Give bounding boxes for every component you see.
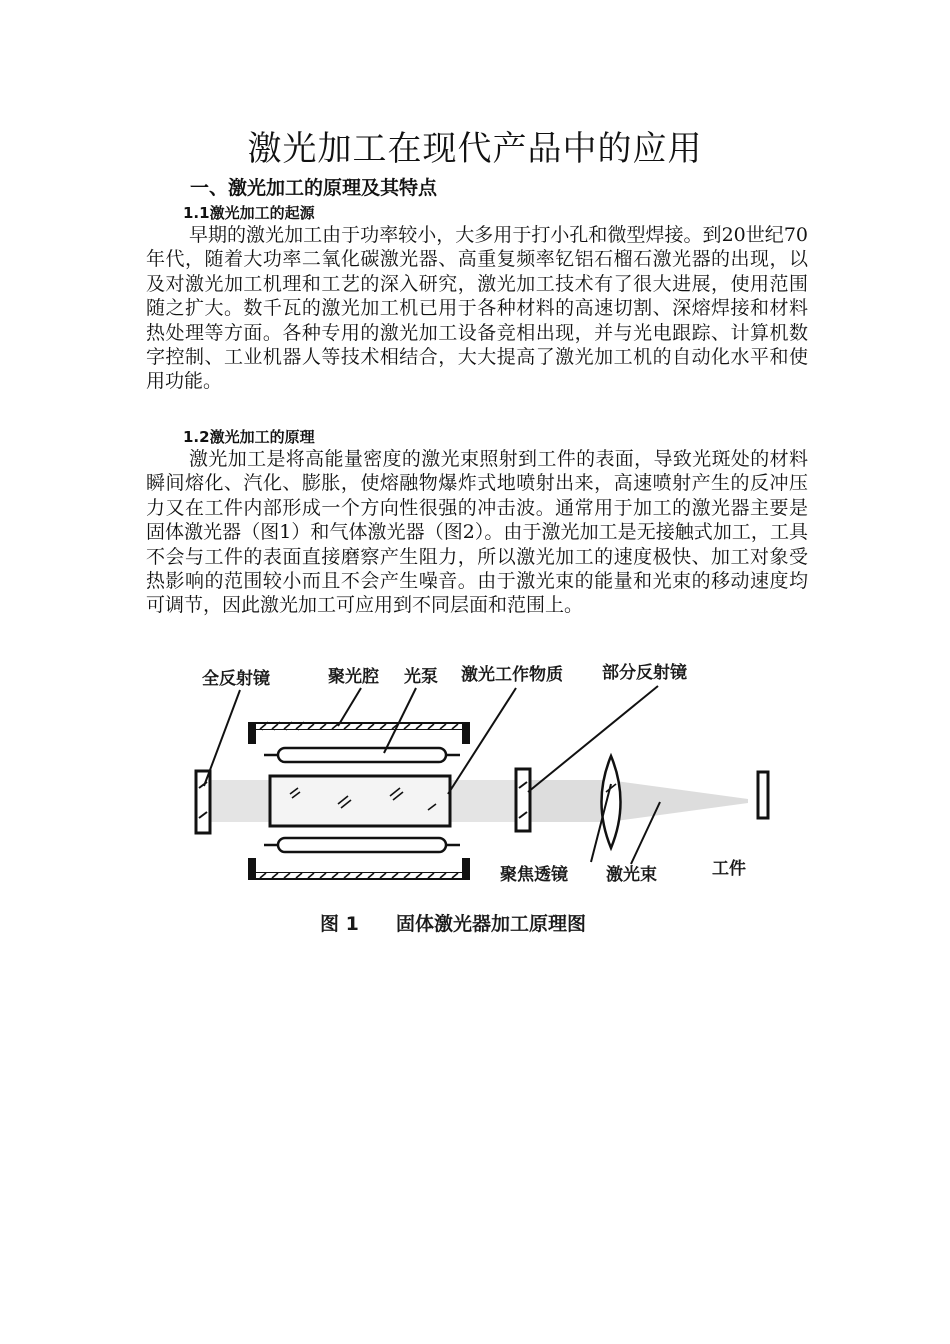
partial-mirror	[516, 769, 530, 831]
cavity-top	[248, 722, 470, 744]
label-medium: 激光工作物质	[461, 665, 563, 685]
paragraph-origin: 早期的激光加工由于功率较小，大多用于打小孔和微型焊接。到20世纪70年代，随着大功率二氧化碳激光器、高重复频率钇铝石榴石激光器的出现，以及对激光加工机理和工艺的深入研究，激光加工技术有了很大进展，使用范围随之扩大。数千瓦的激光加工机已用于各种材料的高速切割、深熔焊接和材料热处理等方面。各种专用的激光加工设备竞相出现，并与光电跟踪、计算机数字控制、工业机器人等技术相结合，大大提高了激光加工机的自动化水平和使用功能。	[146, 224, 808, 393]
paragraph-principle: 激光加工是将高能量密度的激光束照射到工件的表面，导致光斑处的材料瞬间熔化、汽化、膨胀，使熔融物爆炸式地喷射出来，高速喷射产生的反冲压力又在工件内部形成一个方向性很强的冲击波。通常用于加工的激光器主要是固体激光器（图1）和气体激光器（图2）。由于激光加工是无接触式加工，工具不会与工件的表面直接磨察产生阻力，所以激光加工的速度极快、加工对象受热影响的范围较小而且不会产生噪音。由于激光束的能量和光束的移动速度均可调节，因此激光加工可应用到不同层面和范围上。	[146, 448, 808, 617]
figure-solid-laser-diagram	[178, 652, 784, 946]
cavity-bottom	[248, 858, 470, 880]
workpiece	[758, 772, 768, 818]
section-heading: 一、激光加工的原理及其特点	[190, 177, 438, 199]
label-pump: 光泵	[404, 667, 438, 687]
laser-rod	[270, 776, 450, 826]
figure-caption-text: 固体激光器加工原理图	[396, 913, 587, 935]
label-beam: 激光束	[606, 865, 657, 885]
label-full-mirror: 全反射镜	[202, 669, 270, 689]
document-title: 激光加工在现代产品中的应用	[247, 129, 703, 169]
beam-cone	[518, 780, 748, 822]
label-partial-mirror: 部分反射镜	[602, 663, 687, 683]
full-mirror	[196, 771, 210, 833]
subsection-heading-principle: 1.2激光加工的原理	[183, 428, 315, 446]
laser-diagram-svg	[178, 652, 784, 946]
subsection-heading-origin: 1.1激光加工的起源	[183, 204, 315, 222]
figure-caption-number: 图 1	[320, 913, 359, 935]
focusing-lens	[602, 756, 621, 848]
pump-lamp-top	[278, 748, 446, 762]
pump-lamp-bottom	[278, 838, 446, 852]
label-cavity: 聚光腔	[328, 667, 379, 687]
label-workpiece: 工件	[712, 859, 746, 879]
label-lens: 聚焦透镜	[500, 865, 568, 885]
